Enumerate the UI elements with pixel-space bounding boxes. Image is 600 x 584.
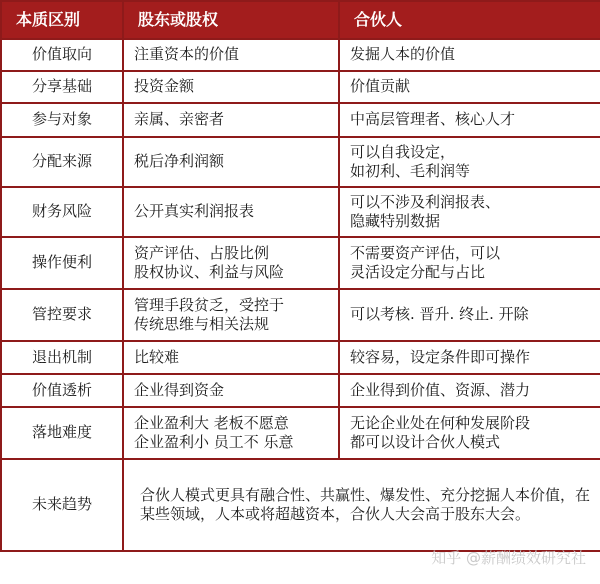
header-partner: 合伙人 — [339, 1, 600, 39]
shareholder-text: 管理手段贫乏，受控于 传统思维与相关法规 — [134, 295, 285, 333]
partner-text: 可以考核. 晋升. 终止. 开除 — [350, 305, 529, 324]
header-shareholder: 股东或股权 — [123, 1, 339, 39]
partner-cell — [339, 407, 600, 459]
shareholder-text: 企业得到资金 — [134, 380, 225, 399]
row-key: 分享基础 — [1, 71, 123, 103]
row-key: 分配来源 — [1, 137, 123, 187]
future-text: 合伙人模式更具有融合性、共赢性、爆发性、充分挖掘人本价值，在某些领域，人本或将超越资本，合伙人大会高于股东大会。 — [123, 459, 600, 551]
row-key: 未来趋势 — [1, 459, 123, 551]
shareholder-cell — [123, 103, 339, 137]
shareholder-text: 税后净利润额 — [134, 152, 225, 171]
shareholder-text: 资产评估、占股比例 股权协议、利益与风险 — [134, 243, 285, 281]
table-row — [1, 407, 600, 459]
table-row — [1, 137, 600, 187]
shareholder-text: 比较难 — [134, 347, 180, 366]
shareholder-text: 投资金额 — [134, 77, 195, 96]
partner-cell — [339, 289, 600, 341]
table-row-future — [1, 459, 600, 551]
table-row — [1, 71, 600, 103]
table-row — [1, 237, 600, 289]
partner-cell — [339, 187, 600, 237]
table-row — [1, 289, 600, 341]
watermark: 知乎 @薪酬绩效研究社 — [431, 549, 586, 567]
row-key: 价值取向 — [1, 39, 123, 71]
partner-text: 企业得到价值、资源、潜力 — [350, 380, 531, 399]
table-row — [1, 187, 600, 237]
table-row — [1, 341, 600, 374]
partner-text: 价值贡献 — [350, 77, 411, 96]
table-row — [1, 39, 600, 71]
partner-text: 无论企业处在何种发展阶段 都可以设计合伙人模式 — [350, 413, 531, 451]
shareholder-text: 亲属、亲密者 — [134, 110, 225, 129]
partner-cell — [339, 71, 600, 103]
row-key: 参与对象 — [1, 103, 123, 137]
shareholder-cell — [123, 407, 339, 459]
partner-cell — [339, 39, 600, 71]
shareholder-text: 公开真实利润报表 — [134, 202, 255, 221]
row-key: 操作便利 — [1, 237, 123, 289]
shareholder-text: 注重资本的价值 — [134, 45, 240, 64]
table-row — [1, 374, 600, 407]
shareholder-cell — [123, 341, 339, 374]
partner-cell — [339, 137, 600, 187]
row-key: 财务风险 — [1, 187, 123, 237]
partner-cell — [339, 103, 600, 137]
row-key: 价值透析 — [1, 374, 123, 407]
partner-text: 可以自我设定， 如初利、毛利润等 — [350, 142, 471, 180]
table-row — [1, 103, 600, 137]
header-key: 本质区别 — [1, 1, 123, 39]
partner-cell — [339, 237, 600, 289]
partner-text: 发掘人本的价值 — [350, 45, 456, 64]
shareholder-cell — [123, 237, 339, 289]
shareholder-cell — [123, 71, 339, 103]
shareholder-cell — [123, 289, 339, 341]
shareholder-cell — [123, 374, 339, 407]
shareholder-text: 企业盈利大 老板不愿意 企业盈利小 员工不 乐意 — [134, 413, 294, 451]
row-key: 退出机制 — [1, 341, 123, 374]
shareholder-cell — [123, 39, 339, 71]
partner-text: 不需要资产评估，可以 灵活设定分配与占比 — [350, 243, 501, 281]
header-row — [1, 1, 600, 39]
shareholder-cell — [123, 137, 339, 187]
partner-cell — [339, 341, 600, 374]
row-key: 落地难度 — [1, 407, 123, 459]
row-key: 管控要求 — [1, 289, 123, 341]
partner-cell — [339, 374, 600, 407]
partner-text: 较容易，设定条件即可操作 — [350, 347, 531, 366]
partner-text: 中高层管理者、核心人才 — [350, 110, 516, 129]
partner-text: 可以不涉及利润报表、 隐藏特别数据 — [350, 192, 501, 230]
shareholder-cell — [123, 187, 339, 237]
